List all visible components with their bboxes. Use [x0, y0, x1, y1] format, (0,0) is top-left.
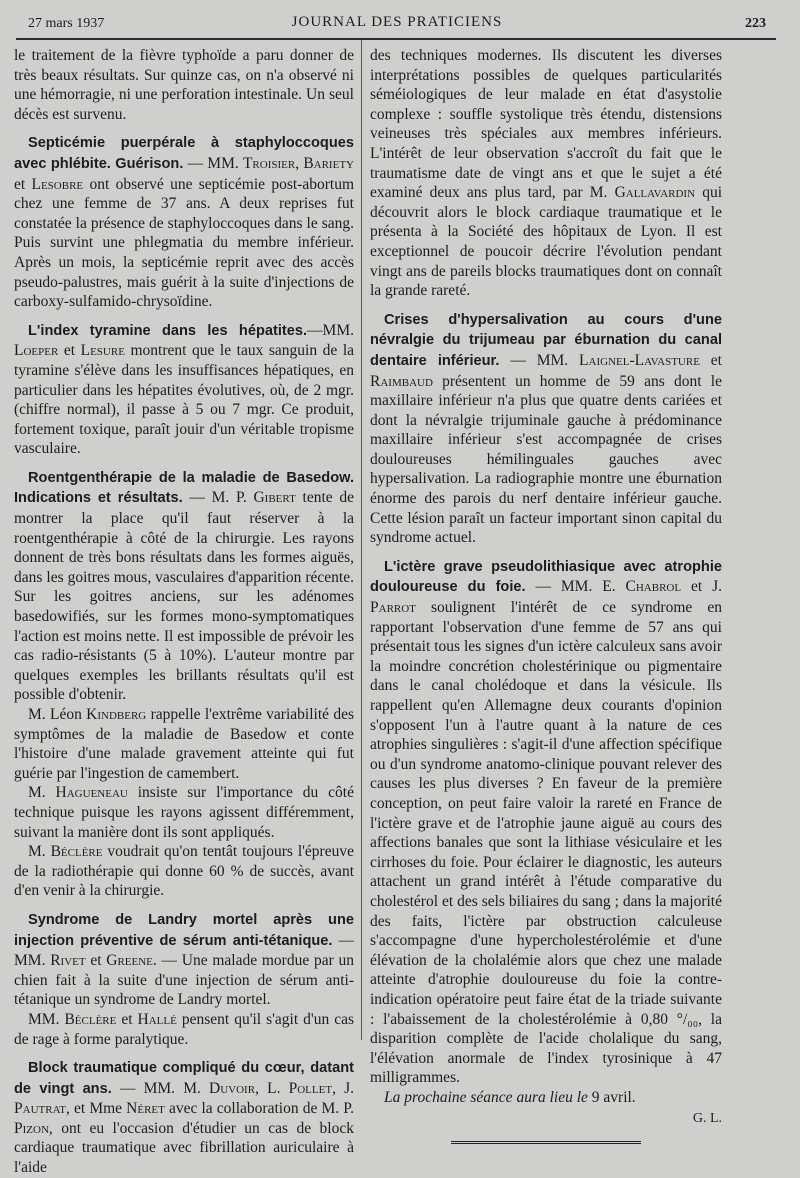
left-column	[14, 46, 354, 1178]
author-name: Néret	[126, 1100, 165, 1118]
author-name: Greene	[106, 952, 153, 970]
paragraph-hagueneau: M. Hagueneau insiste sur l'importance du côté technique puisque les rayons agissent différemment, suivant la manière dont ils sont appliqués.	[14, 784, 354, 841]
author-name: Kindberg	[86, 706, 147, 723]
author-name: Pizon	[14, 1119, 49, 1137]
author-name: Rivet	[50, 952, 86, 970]
section-title: L'index tyramine dans les hépatites.	[28, 322, 308, 339]
signature: G. L.	[692, 1111, 722, 1127]
author-name: Troisier	[242, 154, 296, 172]
section-title: Block traumatique compliqué du cœur, datant de vingt ans.	[14, 1060, 354, 1097]
journal-title: JOURNAL DES PRATICIENS	[291, 14, 503, 30]
paragraph-kindberg: M. Léon Kindberg rappelle l'extrême variabilité des symptômes de la maladie de Basedow et conte l'histoire d'une malade gravement atteinte qui fut guérie par l'ingestion de camembert.	[14, 706, 354, 782]
author-name: Chabrol	[625, 578, 682, 596]
section-septicemie: Septicémie puerpérale à staphyloccoques avec phlébite. Guérison. — MM. Troisier, Bariety et Lesobre ont observé une septicémie post-abortum chez une femme de 37 ans. A deux reprises fut constatée la présence de staphyloccoques dans le sang. Puis survint une phlegmatia du membre inférieur. Après un mois, la septicémie reprit avec des accès pseudo-palustres, mais guérit à la suite d'injections de carboxy-sulfamido-chrysoïdine.	[14, 135, 354, 311]
author-name: Laignel-Lavasture	[579, 351, 700, 369]
section-landry: Syndrome de Landry mortel après une injection préventive de sérum anti-tétanique. — MM. Rivet et Greene. — Une malade mordue par un chien fait à la suite d'une injection de sérum anti-tétanique un syndrome de Landry mortel.	[14, 911, 354, 1009]
section-title: Syndrome de Landry mortel après une injection préventive de sérum anti-tétanique.	[14, 911, 354, 949]
section-title: Roentgenthérapie de la maladie de Basedow. Indications et résultats.	[14, 469, 354, 507]
author-name: Béclère	[64, 1010, 117, 1028]
author-name: Raimbaud	[370, 372, 433, 390]
section-ictere: L'ictère grave pseudolithiasique avec atrophie douloureuse du foie. — MM. E. Chabrol et J. Parrot soulignent l'intérêt de ce syndrome en rapportant l'observation d'une femme de 57 ans qui présentait tous les signes d'un ictère calculeux sans avoir la moindre concrétion cholestérinique ou pigmentaire dans le canal cholédoque et dans la vésicule. Ils rappellent qu'en Allemagne deux courants d'opinion s'opposent l'un à l'autre quant à la nature de ces atrophies singulières : s'agit-il d'une affection spécifique ou d'un syndrome anatomo-clinique pouvant relever des causes les plus diverses ? En faveur de la première conception, on peut faire valoir la rareté en France de l'ictère grave et de l'atrophie jaune aiguë au cours des affections banales que sont la lithiase vésiculaire et les cirrhoses du foie. Pour éclairer le diagnostic, les auteurs attachent un grand intérêt à l'étude comparative du cholestérol et des sels biliaires du sang ; dans la majorité des faits, l'ictère par obstruction calculeuse s'accompagne d'une hypercholestérolémie et d'une élévation de la cholalémie alors que chez une malade atteinte d'atrophie douloureuse du foie la contre-indication opératoire peut faire état de la triade suivante : l'abaissement de la cholestérolémie à 0,80 °/₀₀, la disparition complète de l'acide cholalique du sang, l'élévation anormale de l'index tyrosinique à 47 milligrammes.	[370, 558, 722, 1087]
section-title: Septicémie puerpérale à staphyloccoques avec phlébite. Guérison.	[14, 135, 354, 172]
issue-date: 27 mars 1937	[28, 16, 105, 31]
author-name: Béclère	[50, 843, 103, 861]
author-name: Loeper	[14, 342, 59, 360]
right-column	[370, 46, 722, 1146]
section-hypersalivation: Crises d'hypersalivation au cours d'une névralgie du trijumeau par éburnation du canal dentaire inférieur. — MM. Laignel-Lavasture et Raimbaud présentent un homme de 59 ans dont le maxillaire inférieur n'a plus que quatre dents cariées et dont la névralgie trijuminale gauche à prédominance maxillaire inférieur s'est accompagnée de crises douloureuses hémilinguales gauches avec hypersalivation. La radiographie montre une éburnation énorme des parois du nerf dentaire inférieur gauche. Cette lésion paraît un facteur important sinon capital du syndrome actuel.	[370, 311, 722, 547]
next-session-date: 9 avril.	[591, 1088, 636, 1106]
author-name: Pautrat	[14, 1100, 67, 1118]
author-name: Bariety	[303, 154, 354, 172]
next-session-notice: La prochaine séance aura lieu le 9 avril.	[384, 1088, 636, 1106]
page-number: 223	[745, 16, 766, 31]
paragraph-block-continued: des techniques modernes. Ils discutent les diverses interprétations possibles de quelques particularités séméiologiques de leur malade en état d'asystolie complexe : souffle systolique très étendu, distensions veineuses très spéciales aux membres inférieurs. L'intérêt de leur observation s'accroît du fait que le traumatisme date de vingt ans et que le sujet a été examiné deux ans plus tard, par M. Gallavardin qui découvrit alors le block cardiaque traumatique et le présenta à la Société des hôpitaux de Lyon. Il est exceptionnel de poucoir décrire l'évolution pendant vingt ans de pareils blocks traumatiques dont on connaît la grande rareté.	[370, 47, 722, 300]
author-name: Gibert	[253, 489, 296, 507]
author-name: Hagueneau	[55, 784, 128, 802]
column-divider	[361, 40, 362, 1040]
paragraph-beclere-halle: MM. Béclère et Hallé pensent qu'il s'agit d'un cas de rage à forme paralytique.	[14, 1010, 355, 1048]
author-name: Lesobre	[31, 175, 84, 193]
author-name: Lesure	[80, 342, 125, 360]
author-name: Parrot	[370, 599, 416, 617]
author-name: Pollet	[288, 1079, 333, 1097]
author-name: Hallé	[137, 1010, 177, 1028]
section-tyramine: L'index tyramine dans les hépatites.—MM. Loeper et Lesure montrent que le taux sanguin de la tyramine s'élève dans les insuffisances hépatiques, en particulier dans les hépatites évolutives, où, de 2 mgr. (chiffre normal), il passe à 5 ou 7 mgr. Ce produit, fortement toxique, paraît jouir d'un véritable tropisme vasculaire.	[14, 321, 355, 458]
end-rule	[451, 1141, 641, 1146]
author-name: Gallavardin	[614, 184, 696, 202]
page-header	[28, 14, 766, 36]
section-basedow: Roentgenthérapie de la maladie de Basedow. Indications et résultats. — M. P. Gibert tente de montrer la place qu'il faut réserver à la roentgenthérapie à côté de la chirurgie. Les rayons donnent de très bons résultats dans les formes aiguës, dans les goitres mous, vasculaires d'apparition récente. Sur les goitres anciens, sur les adénomes basedowifiés, sur les formes mono-symptomatiques l'action est moins nette. Il est impossible de prévoir les cas radio-résistants (5 à 10%). L'auteur montre par quelques exemples les brillants résultats qu'il est possible d'obtenir.	[14, 469, 354, 704]
header-rule	[16, 38, 776, 40]
paragraph-typhoid: le traitement de la fièvre typhoïde a paru donner de très beaux résultats. Sur quinze cas, on n'a observé ni une hémorragie, ni une perforation intestinale. Un seul décès est survenu.	[14, 47, 354, 123]
author-name: Duvoir	[209, 1079, 256, 1097]
paragraph-beclere: M. Béclère voudrait qu'on tentât toujours l'épreuve de la radiothérapie qui donne 60 % de succès, avant d'en venir à la chirurgie.	[14, 843, 354, 900]
section-block: Block traumatique compliqué du cœur, datant de vingt ans. — MM. M. Duvoir, L. Pollet, J. Pautrat, et Mme Néret avec la collaboration de M. P. Pizon, ont eu l'occasion d'étudier un cas de block cardiaque traumatique avec fibrillation auriculaire à l'aide	[14, 1060, 355, 1177]
section-title: Crises d'hypersalivation au cours d'une névralgie du trijumeau par éburnation du canal dentaire inférieur.	[370, 311, 722, 369]
section-title: L'ictère grave pseudolithiasique avec atrophie douloureuse du foie.	[370, 558, 722, 596]
